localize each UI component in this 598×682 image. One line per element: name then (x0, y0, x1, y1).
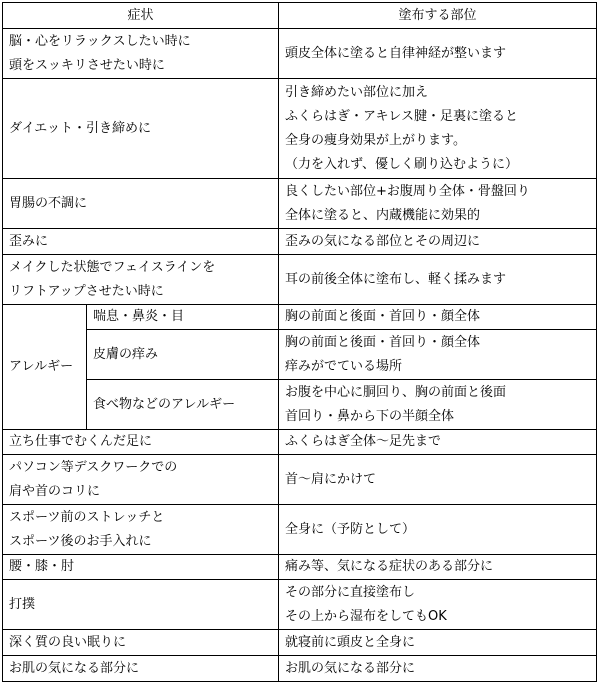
cell-line: 耳の前後全体に塗布し、軽く揉みます (285, 271, 507, 287)
table-row (3, 455, 597, 505)
area-cell (279, 179, 597, 229)
symptom-cell (3, 580, 279, 630)
cell-line: 深く質の良い眠りに (9, 634, 127, 650)
symptom-subcell (87, 305, 279, 330)
cell-line: 首～肩にかけて (285, 471, 377, 487)
area-cell (279, 380, 597, 430)
table-row (3, 580, 597, 630)
area-cell (279, 255, 597, 305)
cell-line: 立ち仕事でむくんだ足に (9, 434, 153, 449)
table-row (3, 330, 597, 380)
table-row (3, 29, 597, 79)
cell-line: 痛み等、気になる症状のある部分に (285, 559, 494, 574)
symptom-cell (3, 229, 279, 255)
area-cell (279, 430, 597, 455)
table-row (3, 505, 597, 555)
area-cell (279, 505, 597, 555)
symptom-cell (3, 29, 279, 79)
cell-line: 就寝前に頭皮と全身に (285, 634, 416, 650)
cell-line: パソコン等デスクワークでの (9, 459, 178, 475)
cell-line: メイクした状態でフェイスラインを (9, 259, 216, 275)
symptom-cell (3, 555, 279, 580)
cell-line: 胸の前面と後面・首回り・顔全体 (285, 334, 481, 350)
symptom-cell (3, 430, 279, 455)
cell-line: 皮膚の痒み (93, 346, 159, 362)
allergy-group-label: アレルギー (3, 305, 87, 430)
area-cell (279, 229, 597, 255)
symptom-cell (3, 656, 279, 682)
symptom-cell (3, 79, 279, 179)
area-cell (279, 79, 597, 179)
symptom-table (2, 2, 597, 682)
cell-line: 首回り・鼻から下の半顔全体 (285, 408, 455, 424)
table-row (3, 555, 597, 580)
symptom-cell (3, 179, 279, 229)
cell-line: ふくらはぎ・アキレス腱・足裏に塗ると (285, 108, 518, 124)
table-header-row (3, 3, 597, 29)
area-cell (279, 455, 597, 505)
cell-line: 喘息・鼻炎・目 (93, 309, 185, 324)
area-cell (279, 29, 597, 79)
table-row (3, 255, 597, 305)
cell-line: その上から湿布をしてもOK (285, 608, 447, 624)
symptom-cell (3, 630, 279, 656)
table-row (3, 630, 597, 656)
cell-line: お肌の気になる部分に (9, 660, 140, 676)
cell-line: 頭皮全体に塗ると自律神経が整います (285, 45, 507, 61)
cell-line: 歪みの気になる部位とその周辺に (285, 233, 481, 249)
cell-line: 頭をスッキリさせたい時に (9, 57, 165, 73)
area-cell (279, 630, 597, 656)
cell-line: 引き締めたい部位に加え (285, 84, 429, 100)
cell-line: 歪みに (9, 233, 49, 249)
symptom-cell (3, 505, 279, 555)
header-application-area: 塗布する部位 (279, 3, 597, 29)
cell-line: 腰・膝・肘 (9, 559, 75, 574)
cell-line: 全身の痩身効果が上がります。 (285, 132, 466, 148)
cell-line: ふくらはぎ全体～足先まで (285, 434, 442, 449)
area-cell (279, 330, 597, 380)
table-row (3, 229, 597, 255)
symptom-subcell (87, 330, 279, 380)
symptom-subcell (87, 380, 279, 430)
cell-line: 胸の前面と後面・首回り・顔全体 (285, 309, 481, 324)
symptom-cell (3, 255, 279, 305)
area-cell (279, 555, 597, 580)
cell-line: お腹を中心に胴回り、胸の前面と後面 (285, 384, 507, 400)
table-row (3, 656, 597, 682)
table-row (3, 380, 597, 430)
cell-line: ダイエット・引き締めに (9, 120, 151, 136)
header-symptom: 症状 (3, 3, 279, 29)
cell-line: その部分に直接塗布し (285, 584, 416, 600)
cell-line: 肩や首のコリに (9, 483, 101, 499)
table-row (3, 179, 597, 229)
symptom-cell (3, 455, 279, 505)
cell-line: リフトアップさせたい時に (9, 283, 164, 299)
cell-line: 食べ物などのアレルギー (93, 396, 236, 412)
cell-line: スポーツ後のお手入れに (9, 533, 152, 549)
cell-line: お肌の気になる部分に (285, 660, 416, 676)
table-row (3, 79, 597, 179)
area-cell (279, 305, 597, 330)
area-cell (279, 656, 597, 682)
area-cell (279, 580, 597, 630)
cell-line: 打撲 (9, 596, 36, 612)
cell-line: 脳・心をリラックスしたい時に (9, 33, 191, 49)
cell-line: 全身に（予防として） (285, 521, 416, 537)
table-row (3, 305, 597, 330)
cell-line: スポーツ前のストレッチと (9, 509, 165, 525)
cell-line: 全体に塗ると、内蔵機能に効果的 (285, 207, 481, 223)
table-row (3, 430, 597, 455)
cell-line: （力を入れず、優しく刷り込むように） (285, 156, 518, 172)
cell-line: 良くしたい部位+お腹周り全体・骨盤回り (285, 183, 530, 199)
cell-line: 痒みがでている場所 (285, 358, 403, 374)
cell-line: 胃腸の不調に (9, 195, 88, 211)
